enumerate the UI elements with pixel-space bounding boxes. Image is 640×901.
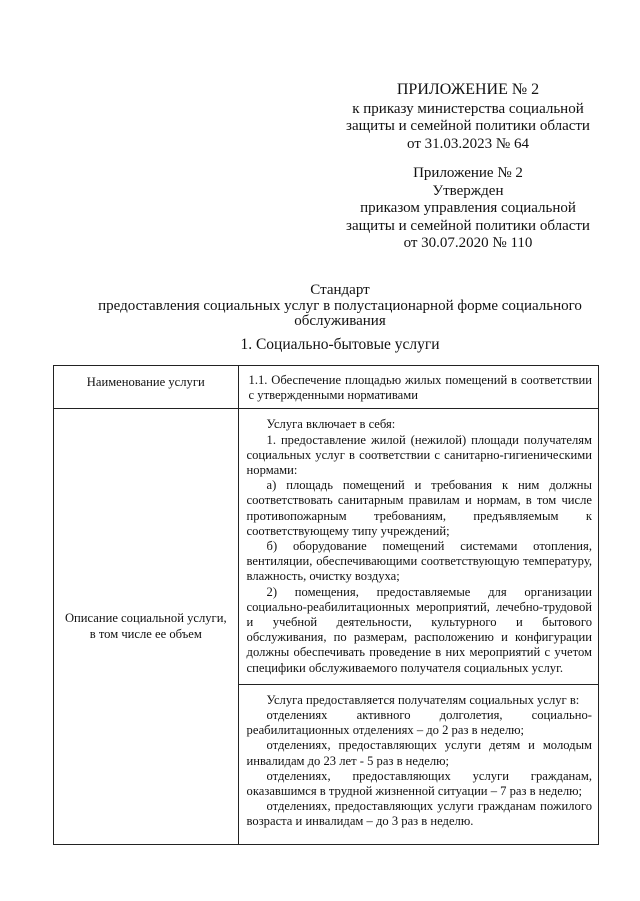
service-description-label: Описание социальной услуги, в том числе ее объем xyxy=(54,409,239,844)
appendix-line: к приказу министерства социальной xyxy=(352,100,584,117)
appendix-line: от 30.07.2020 № 110 xyxy=(403,235,533,251)
paragraph: 1. предоставление жилой (нежилой) площади получателям социальных услуг в соответствии с санитарно-гигиеническими нормами: xyxy=(246,432,592,478)
paragraph: 2) помещения, предоставляемые для организации социально-реабилитационных мероприятий, лечебно-трудовой и учебной деятельности, культурного и бытового обслуживания, по размерам, расположению и конфигурации должны обеспечивать проведение в них мероприятий с учетом специфики обслуживаемого получателя социальных услуг. xyxy=(246,584,592,675)
appendix-line: защиты и семейной политики области xyxy=(346,118,590,134)
service-description-block xyxy=(238,409,598,684)
standard-subtitle: обслуживания xyxy=(294,313,386,329)
paragraph: отделениях, предоставляющих услуги детям и молодым инвалидам до 23 лет - 5 раз в неделю; xyxy=(246,738,592,768)
service-table xyxy=(53,365,599,845)
service-name-value: 1.1. Обеспечение площадью жилых помещений в соответствии с утвержденными нормативами xyxy=(238,366,598,409)
standard-heading xyxy=(60,283,620,330)
paragraph: Услуга предоставляется получателям социальных услуг в: xyxy=(266,692,580,707)
paragraph: Услуга включает в себя: xyxy=(266,417,396,432)
paragraph: а) площадь помещений и требования к ним должны соответствовать санитарным правилам и нормам, в том числе противопожарным требованиям, предъявляемым к соответствующему типу учреждений; xyxy=(246,478,592,538)
appendix-title: ПРИЛОЖЕНИЕ № 2 xyxy=(396,81,540,98)
paragraph: отделениях, предоставляющих услуги гражданам пожилого возраста и инвалидам – до 3 раз в неделю. xyxy=(246,799,592,829)
paragraph: б) оборудование помещений системами отопления, вентиляции, обеспечивающими соответствующую температуру, влажность, очистку воздуха; xyxy=(246,539,592,584)
appendix-line: защиты и семейной политики области xyxy=(346,217,590,234)
table-row xyxy=(54,366,599,409)
paragraph: отделениях, предоставляющих услуги гражданам, оказавшимся в трудной жизненной ситуации – 7 раз в неделю; xyxy=(246,768,592,799)
standard-title: Стандарт xyxy=(310,282,370,298)
appendix-line: Утвержден xyxy=(432,182,504,199)
table-row xyxy=(54,409,599,684)
appendix-line: Приложение № 2 xyxy=(413,165,523,181)
service-volume-block xyxy=(238,684,598,844)
appendix-line: приказом управления социальной xyxy=(360,200,576,216)
section-title: 1. Социально-бытовые услуги xyxy=(240,336,440,353)
appendix-header-2 xyxy=(328,165,608,253)
appendix-header-1 xyxy=(328,81,608,153)
paragraph: отделениях активного долголетия, социально-реабилитационных отделениях – до 2 раз в неделю; xyxy=(246,708,592,738)
appendix-line: от 31.03.2023 № 64 xyxy=(407,135,529,152)
service-name-label: Наименование услуги xyxy=(54,366,239,409)
standard-subtitle: предоставления социальных услуг в полустационарной форме социального xyxy=(98,297,582,314)
